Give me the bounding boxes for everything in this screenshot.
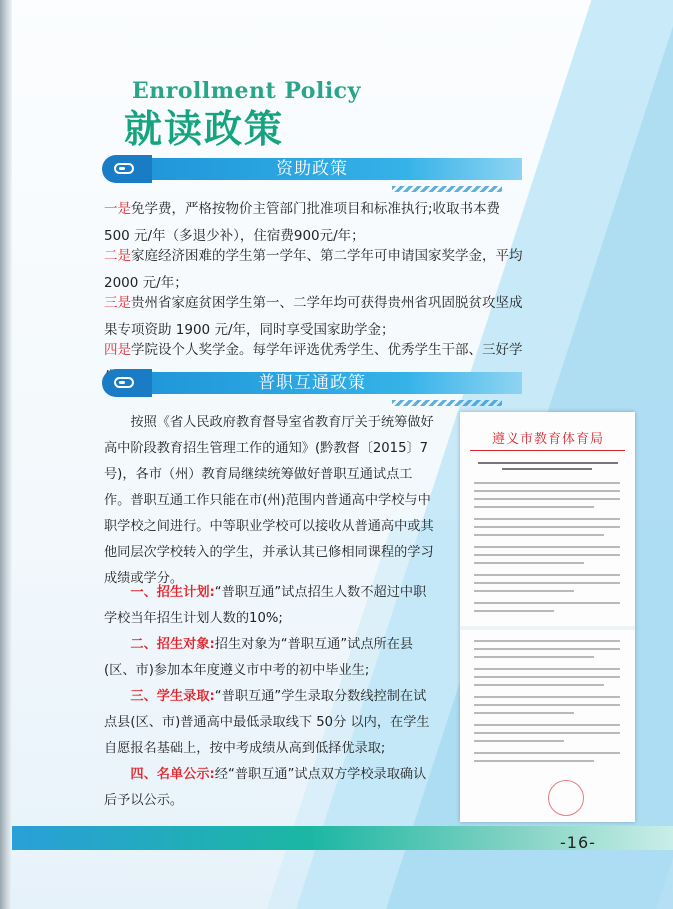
official-seal-icon (548, 780, 584, 816)
section-header-transfer (102, 369, 522, 397)
section-title: 资助政策 (276, 159, 348, 179)
page (12, 0, 673, 909)
transfer-item: 二、招生对象:招生对象为“普职互通”试点所在县(区、市)参加本年度遵义市中考的初中毕业生; (104, 637, 414, 678)
title-english: Enrollment Policy (132, 78, 361, 104)
official-notice-image (460, 412, 635, 822)
title-chinese: 就读政策 (124, 106, 285, 151)
page-number: -16- (560, 833, 596, 852)
section-header-funding (102, 155, 522, 183)
decorative-stripes (392, 400, 502, 406)
document-header: 遵义市教育体育局 (491, 432, 604, 447)
funding-item: 二是家庭经济困难的学生第一学年、第二学年可申请国家奖学金，平均 2000 元/年； (104, 248, 523, 291)
transfer-intro: 按照《省人民政府教育督导室省教育厅关于统筹做好高中阶段教育招生管理工作的通知》(黔教督〔2015〕7号)，各市（州）教育局继续统筹做好普职互通试点工作。普职互通工作只能在市(州)范围内普通高中学校与中职学校之间进行。中等职业学校可以接收从普通高中或其他同层次学校转入的学生，并承认其已修相同课程的学习成绩或学分。 (104, 415, 434, 586)
funding-item: 三是贵州省家庭贫困学生第一、二学年均可获得贵州省巩固脱贫攻坚成果专项资助 1900 元/年，同时享受国家助学金； (104, 295, 523, 338)
transfer-item: 四、名单公示:经“普职互通”试点双方学校录取确认后予以公示。 (104, 767, 427, 808)
book-spine (0, 0, 12, 909)
funding-item: 一是免学费，严格按物价主管部门批准项目和标准执行;收取书本费 500 元/年（多退少补），住宿费900元/年； (104, 201, 501, 244)
decorative-stripes (392, 186, 502, 192)
transfer-item: 三、学生录取:“普职互通”学生录取分数线控制在试点县(区、市)普通高中最低录取线下 50分 以内，在学生自愿报名基础上，按中考成绩从高到低择优录取; (104, 689, 430, 756)
transfer-item: 一、招生计划:“普职互通”试点招生人数不超过中职学校当年招生计划人数的10%; (104, 585, 427, 626)
section-title: 普职互通政策 (258, 373, 366, 393)
funding-item: 四是学院设个人奖学金。每学年评选优秀学生、优秀学生干部、三好学 (104, 342, 523, 358)
